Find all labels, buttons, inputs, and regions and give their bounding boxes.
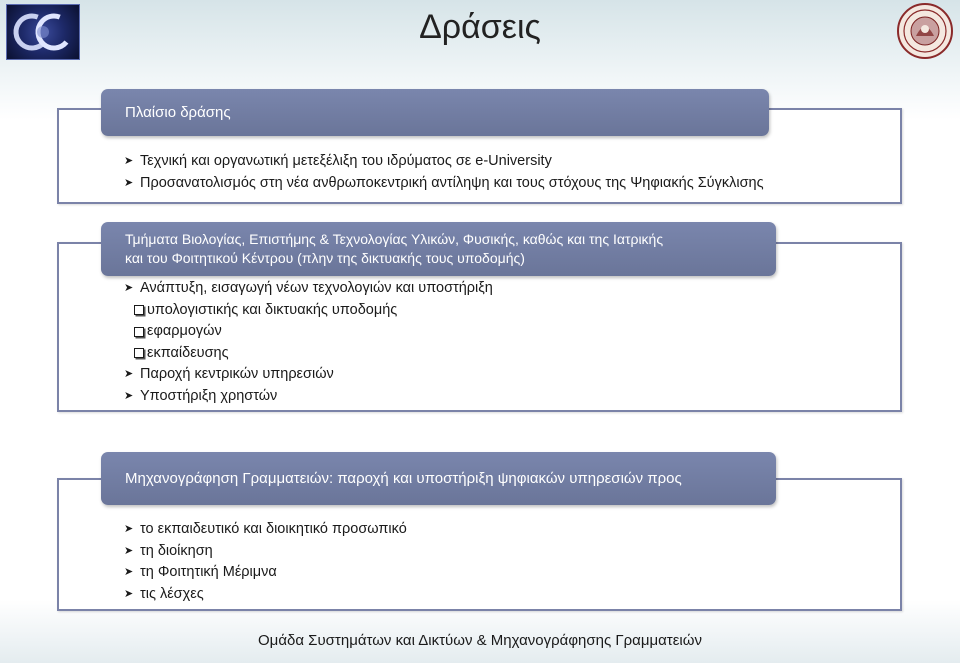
square-bullet-icon [134,348,144,358]
list-item: ➤ τη διοίκηση [124,541,407,563]
list-item: ➤ Τεχνική και οργανωτική μετεξέλιξη του ιδρύματος σε e-University [124,151,764,173]
arrow-bullet-icon: ➤ [124,566,134,578]
departments-list [124,278,493,407]
page-title: Δράσεις [419,8,541,46]
arrow-bullet-icon: ➤ [124,176,134,189]
list-item: ➤ Προσανατολισμός στη νέα ανθρωποκεντρική αντίληψη και τους στόχους της Ψηφιακής Σύγκλισης [124,173,764,195]
list-subitem: εφαρμογών [124,321,493,343]
secretariats-header-text: Μηχανογράφηση Γραμματειών: παροχή και υποστήριξη ψηφιακών υπηρεσιών προς [125,469,682,487]
list-item: ➤ τις λέσχες [124,584,407,606]
list-item: ➤ Υποστήριξη χρηστών [124,386,493,408]
square-bullet-icon [134,305,144,315]
secretariats-header [101,452,776,505]
arrow-bullet-icon: ➤ [124,587,134,600]
list-item: ➤ το εκπαιδευτικό και διοικητικό προσωπικό [124,519,407,541]
departments-header [101,222,776,276]
framework-header [101,89,769,136]
list-item: ➤ Παροχή κεντρικών υπηρεσιών [124,364,493,386]
departments-header-line1: Τμήματα Βιολογίας, Επιστήμης & Τεχνολογίας Υλικών, Φυσικής, καθώς και της Ιατρικής [125,231,664,247]
list-item: ➤ Ανάπτυξη, εισαγωγή νέων τεχνολογιών και υποστήριξη [124,278,493,300]
list-subitem: εκπαίδευσης [124,343,493,365]
list-subitem: υπολογιστικής και δικτυακής υποδομής [124,300,493,322]
arrow-bullet-icon: ➤ [124,544,134,557]
arrow-bullet-icon: ➤ [124,282,134,294]
list-item: ➤ τη Φοιτητική Μέριμνα [124,562,407,584]
arrow-bullet-icon: ➤ [124,155,134,167]
secretariats-list [124,519,407,605]
arrow-bullet-icon: ➤ [124,368,134,380]
arrow-bullet-icon: ➤ [124,389,134,402]
square-bullet-icon [134,327,144,337]
arrow-bullet-icon: ➤ [124,523,134,535]
framework-header-text: Πλαίσιο δράσης [125,103,231,121]
framework-list [124,151,764,194]
departments-header-line2: και του Φοιτητικού Κέντρου (πλην της δικτυακής τους υποδομής) [125,250,525,266]
footer: Ομάδα Συστημάτων και Δικτύων & Μηχανογράφησης Γραμματειών [258,632,702,649]
